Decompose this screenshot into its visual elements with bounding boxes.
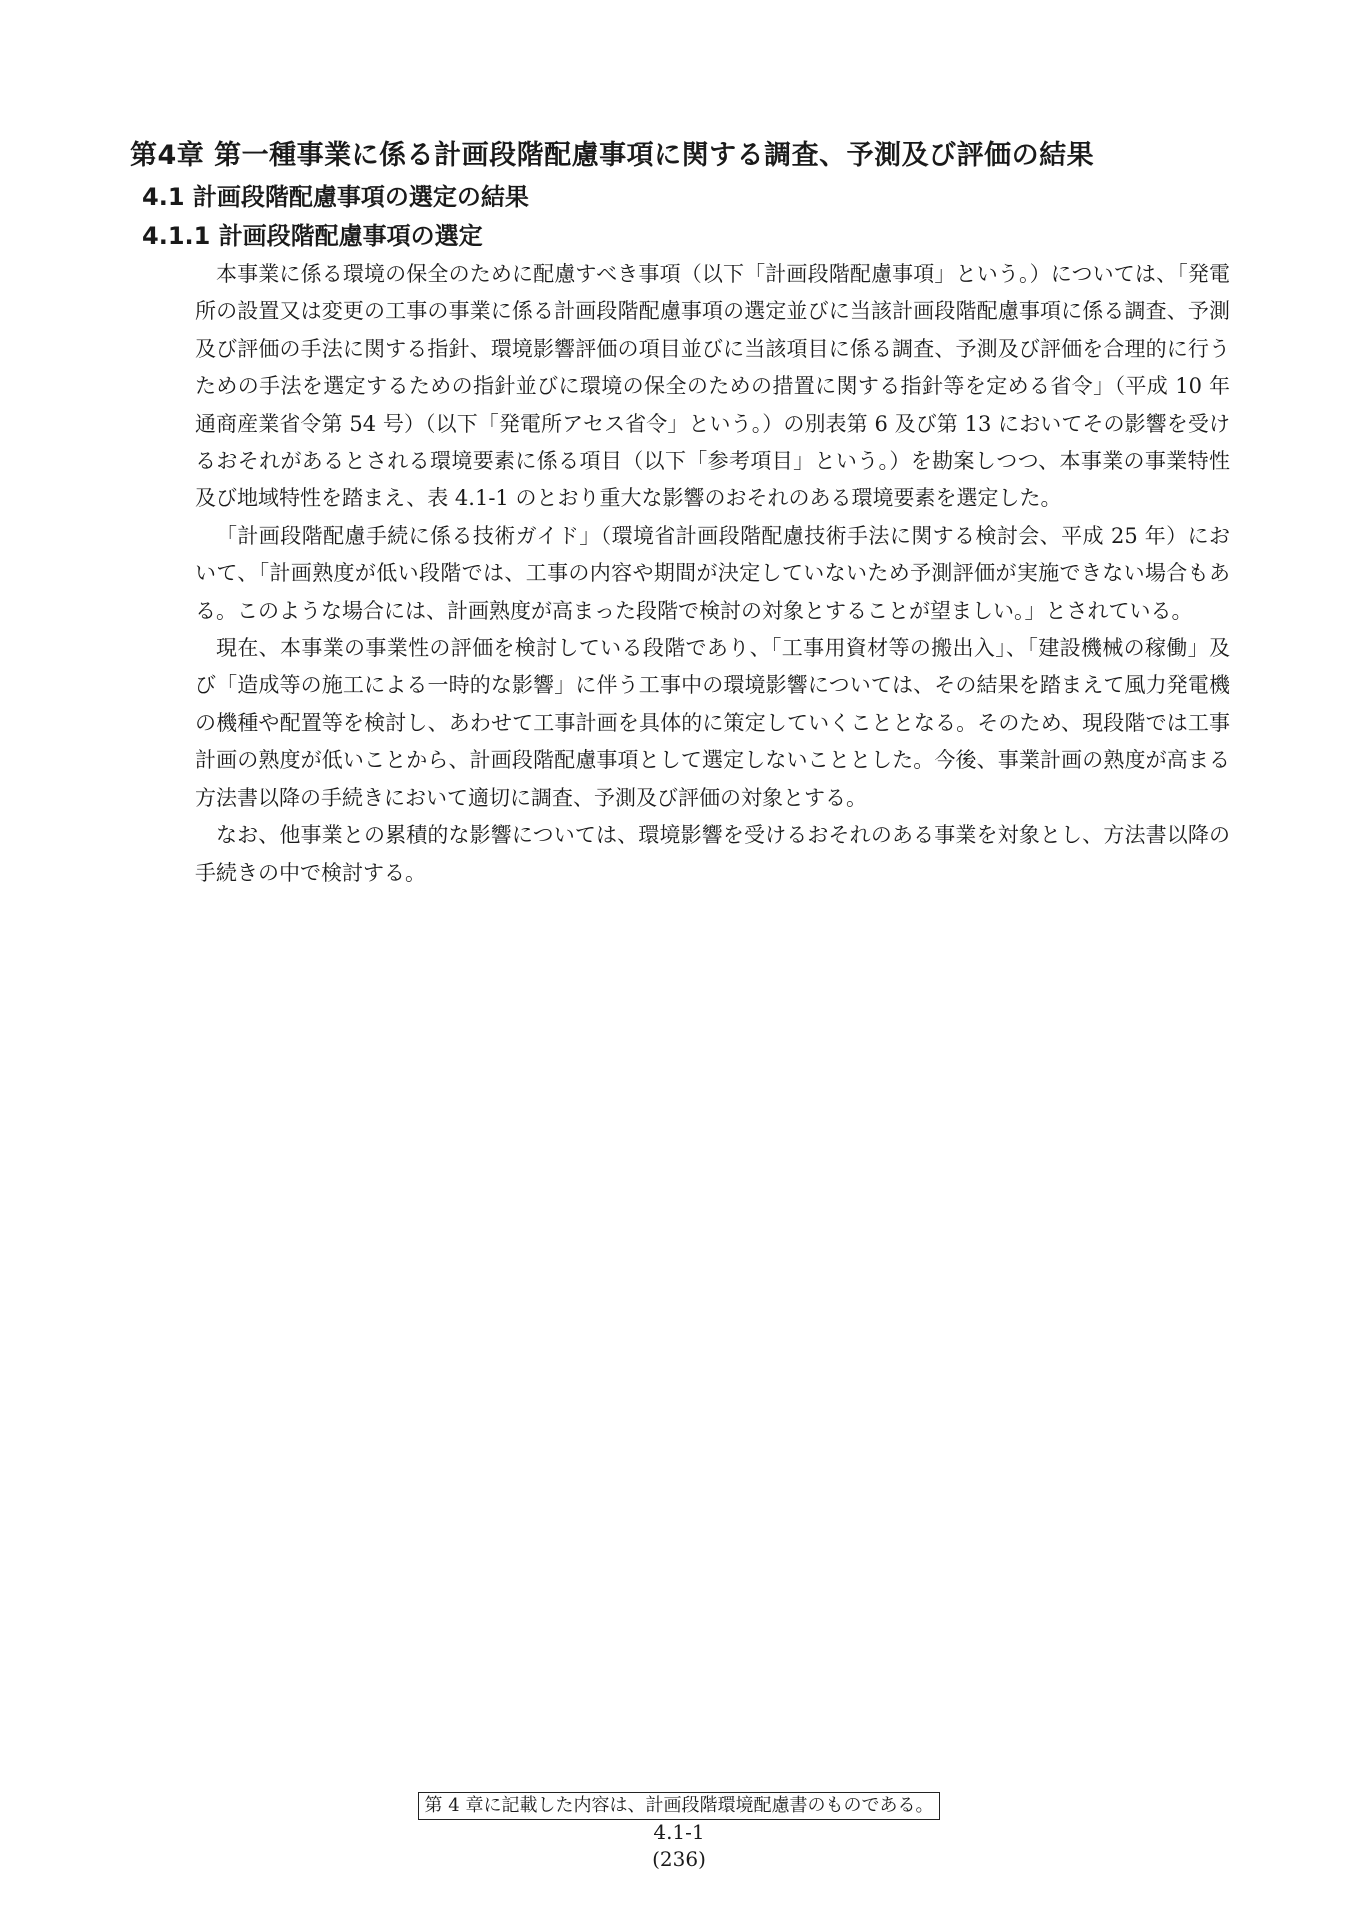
page-number: 4.1-1: [653, 1820, 705, 1844]
paragraph-1: 本事業に係る環境の保全のために配慮すべき事項（以下「計画段階配慮事項」という。）については、「発電所の設置又は変更の工事の事業に係る計画段階配慮事項の選定並びに当該計画段階配慮事項に係る調査、予測及び評価の手法に関する指針、環境影響評価の項目並びに当該項目に係る調査、予測及び評価を合理的に行うための手法を選定するための指針並びに環境の保全のための措置に関する指針等を定める省令」（平成 10 年通商産業省令第 54 号）（以下「発電所アセス省令」という。）の別表第 6 及び第 13 においてその影響を受けるおそれがあるとされる環境要素に係る項目（以下「参考項目」という。）を勘案しつつ、本事業の事業特性及び地域特性を踏まえ、表 4.1-1 のとおり重大な影響のおそれのある環境要素を選定した。: [195, 262, 1230, 511]
chapter-heading: 第4章 第一種事業に係る計画段階配慮事項に関する調査、予測及び評価の結果: [130, 140, 1095, 171]
paragraph-4: なお、他事業との累積的な影響については、環境影響を受けるおそれのある事業を対象とし、方法書以降の手続きの中で検討する。: [195, 823, 1230, 885]
body-text: [195, 256, 1230, 892]
footer-note-box: 第 4 章に記載した内容は、計画段階環境配慮書のものである。: [418, 1792, 941, 1820]
subsection-heading: 4.1.1 計画段階配慮事項の選定: [142, 222, 483, 250]
section-heading: 4.1 計画段階配慮事項の選定の結果: [142, 183, 529, 211]
paragraph-2: 「計画段階配慮手続に係る技術ガイド」（環境省計画段階配慮技術手法に関する検討会、平成 25 年）において、「計画熟度が低い段階では、工事の内容や期間が決定していないため予測評価が実施できない場合もある。このような場合には、計画熟度が高まった段階で検討の対象とすることが望ましい。」とされている。: [195, 523, 1230, 623]
overall-page-number: (236): [652, 1847, 706, 1871]
footer-note-wrapper: [0, 1792, 1358, 1820]
paragraph-3: 現在、本事業の事業性の評価を検討している段階であり、「工事用資材等の搬出入」、「建設機械の稼働」及び「造成等の施工による一時的な影響」に伴う工事中の環境影響については、その結果を踏まえて風力発電機の機種や配置等を検討し、あわせて工事計画を具体的に策定していくこととなる。そのため、現段階では工事計画の熟度が低いことから、計画段階配慮事項として選定しないこととした。今後、事業計画の熟度が高まる方法書以降の手続きにおいて適切に調査、予測及び評価の対象とする。: [195, 636, 1230, 810]
